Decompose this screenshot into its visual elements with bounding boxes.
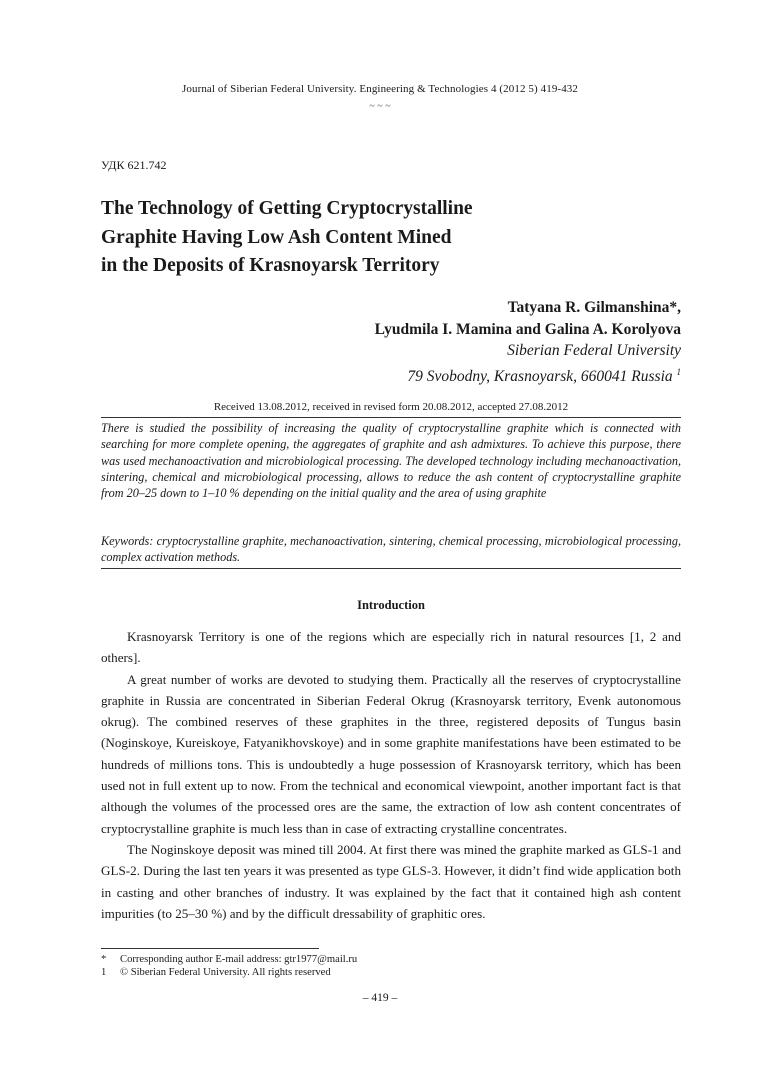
section-heading: Introduction: [357, 598, 425, 612]
footnote: [101, 953, 681, 966]
title-line-1: The Technology of Getting Cryptocrystalline: [101, 198, 473, 219]
footnote-mark: *: [101, 954, 107, 965]
footnote-rule: [101, 948, 319, 949]
header-ornament: ~ ~ ~: [369, 101, 391, 112]
address: [121, 362, 681, 388]
paragraph: The Noginskoye deposit was mined till 2004. At first there was mined the graphite marked as GLS-1 and GLS-2. During the last ten years it was presented as type GLS-3. However, it didn’t find wide application both in casting and other branches of industry. It was explained by the fact that it contained high ash content impurities (to 25–30 %) and by the difficult dressability of graphitic ores.: [101, 841, 681, 921]
abstract: There is studied the possibility of increasing the quality of cryptocrystalline graphite which is connected with searching for more complete opening, the aggregates of graphite and ash admixtures. To achieve this purpose, there was used mechanoactivation and microbiological processing. The developed technology including mechanoactivation, sintering, chemical and microbiological processing, allows to reduce the ash content of cryptocrystalline graphite from 20–25 down to 1–10 % depending on the initial quality and the area of using graphite: [101, 421, 681, 501]
author-block: [121, 297, 681, 387]
footnote-mark: 1: [101, 967, 107, 978]
paper-title: [101, 195, 621, 281]
title-line-2: Graphite Having Low Ash Content Mined: [101, 226, 452, 248]
journal-header: Journal of Siberian Federal University. Engineering & Technologies 4 (2012 5) 419-432: [181, 83, 578, 95]
abstract-top-rule: [101, 417, 681, 418]
paragraph: Krasnoyarsk Territory is one of the regions which are especially rich in natural resources [1, 2 and others].: [101, 629, 681, 666]
address-footnote-mark: 1: [676, 366, 681, 377]
received-dates: Received 13.08.2012, received in revised form 20.08.2012, accepted 27.08.2012: [213, 401, 569, 413]
footnote-text: Corresponding author E-mail address: gtr1977@mail.ru: [120, 954, 358, 965]
affiliation: Siberian Federal University: [507, 342, 681, 359]
authors-line-2: Lyudmila I. Mamina and Galina A. Korolyova: [374, 320, 681, 338]
paragraph: A great number of works are devoted to studying them. Practically all the reserves of cryptocrystalline graphite in Russia are concentrated in Siberian Federal Okrug (Krasnoyarsk territory, Evenk autonomous okrug). The combined reserves of these graphites in the three, registered deposits of Tungus basin (Noginskoye, Kureiskoye, Fatyanikhovskoye) and in some graphite manifestations have been estimated to be hundreds of millions tons. This is undoubtedly a huge possession of Krasnoyarsk territory, which has been used not in full extent up to now. From the technical and economical viewpoint, another important fact is that although the volumes of the processed ores are the same, the extraction of low ash content concentrates of cryptocrystalline graphite is much less than in case of extracting crystalline concentrates.: [101, 671, 681, 836]
footnote-text: © Siberian Federal University. All rights reserved: [120, 967, 331, 978]
footnote: [101, 966, 681, 979]
body-text: [101, 626, 681, 924]
page-number: – 419 –: [362, 992, 398, 1004]
abstract-bottom-rule: [101, 568, 681, 569]
authors-line-1: Tatyana R. Gilmanshina*,: [507, 299, 681, 316]
address-text: 79 Svobodny, Krasnoyarsk, 660041 Russia: [407, 367, 673, 385]
keywords: Keywords: cryptocrystalline graphite, mechanoactivation, sintering, chemical processing, microbiological processing, complex activation methods.: [101, 534, 681, 565]
title-line-3: in the Deposits of Krasnoyarsk Territory: [101, 255, 440, 276]
udk-code: УДК 621.742: [101, 158, 167, 172]
